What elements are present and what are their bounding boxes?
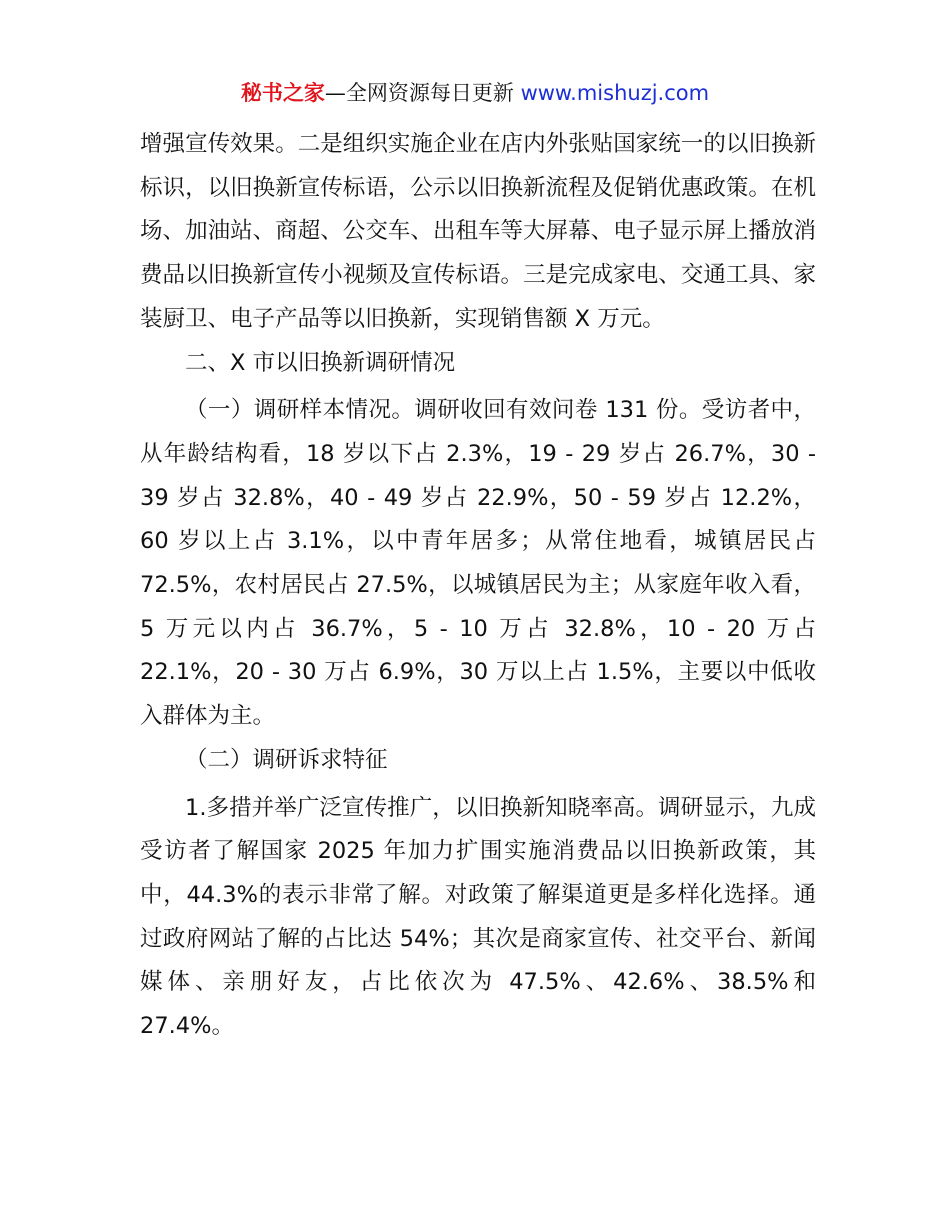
paragraph-awareness: 1.多措并举广泛宣传推广，以旧换新知晓率高。调研显示，九成受访者了解国家 2025 年加力扩围实施消费品以旧换新政策，其中，44.3%的表示非常了解。对政策了解渠道更是多样化选择。通过政府网站了解的占比达 54%；其次是商家宣传、社交平台、新闻媒体、亲朋好友，占比依次为 47.5%、42.6%、38.5%和 27.4%。 [140,794,816,1040]
section-heading: 二、X 市以旧换新调研情况 [185,349,456,376]
site-brand: 秘书之家 [240,81,325,105]
document-body [140,123,816,1049]
site-header [0,78,950,108]
site-url-link[interactable]: www.mishuzj.com [520,81,710,105]
subsection-heading: （二）调研诉求特征 [185,746,388,773]
site-tagline: —全网资源每日更新 [324,81,514,105]
paragraph-sample-overview: （一）调研样本情况。调研收回有效问卷 131 份。受访者中，从年龄结构看，18 岁以下占 2.3%，19 - 29 岁占 26.7%，30 - 39 岁占 32.8%，40 - 49 岁占 22.9%，50 - 59 岁占 12.2%，60 岁以上占 3.1%，以中青年居多；从常住地看，城镇居民占 72.5%，农村居民占 27.5%，以城镇居民为主；从家庭年收入看，5 万元以内占 36.7%，5 - 10 万占 32.8%，10 - 20 万占 22.1%，20 - 30 万占 6.9%，30 万以上占 1.5%，主要以中低收入群体为主。 [140,397,816,730]
paragraph-continuation: 增强宣传效果。二是组织实施企业在店内外张贴国家统一的以旧换新标识，以旧换新宣传标语，公示以旧换新流程及促销优惠政策。在机场、加油站、商超、公交车、出租车等大屏幕、电子显示屏上播放消费品以旧换新宣传小视频及宣传标语。三是完成家电、交通工具、家装厨卫、电子产品等以旧换新，实现销售额 X 万元。 [140,131,816,332]
